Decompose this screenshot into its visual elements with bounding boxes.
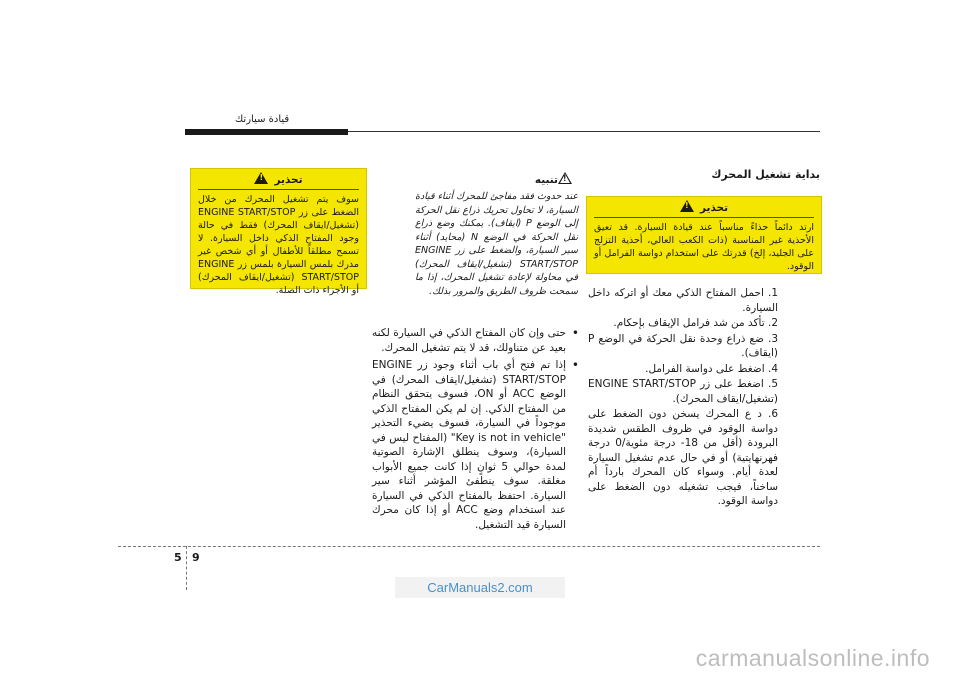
page-section-number: 5 xyxy=(174,551,182,564)
right-warning-box xyxy=(586,196,822,274)
right-warning-title: تحذير xyxy=(699,202,729,214)
footer-divider xyxy=(186,546,187,590)
caution-title-row xyxy=(415,172,578,190)
left-warning-box xyxy=(190,168,367,296)
step-item: 6. د ع المحرك يسخن دون الضغط على دواسة الوقود في ظروف الطقس شديدة البرودة (أقل من 18- درجة مئوية/0 درجة فهرنهايتية) أو في حال عدم تشغيل السيارة لعدة أيام. وسواء كان المحرك بارداً أم ساخناً، فيجب تشغيله دون الضغط على دواسة الوقود. xyxy=(588,408,778,507)
site-watermark: carmanualsonline.info xyxy=(695,645,930,671)
bullet-item: • حتى وإن كان المفتاح الذكي في السيارة لكنه بعيد عن متناولك، قد لا يتم تشغيل المحرك. xyxy=(372,326,580,355)
caution-body: عند حدوث فقد مفاجئ للمحرك أثناء قيادة السيارة، لا تحاول تحريك ذراع نقل الحركة إلى الوضع P (ايقاف). يمكنك وضع ذراع نقل الحركة في الوضع N (محايد) أثناء سير السيارة، والضغط على زر ENGINE START/STOP (تشغيل/ايقاف المحرك) في محاولة لإعادة تشغيل المحرك، إذا ما سمحت ظروف الطريق والمرور بذلك. xyxy=(415,191,578,297)
caution-triangle-icon xyxy=(558,172,572,184)
page-number: 9 xyxy=(192,551,200,564)
left-warning-title-row xyxy=(198,172,359,190)
bullet-item: • إذا تم فتح أي باب أثناء وجود زر ENGINE START/STOP (تشغيل/ايقاف المحرك) في الوضع ACC أو ON، فسوف يتحقق النظام من المفتاح الذكي. إن لم يكن المفتاح الذكي موجوداً في السيارة، فسوف يضيء التحذير "Key is not in vehicle" (المفتاح ليس في السيارة)، وسوف ينطلق الإشارة الصوتية لمدة حوالي 5 ثوانٍ إذا كانت جميع الأبواب مغلقة. سوف ينطفئ المؤشر أثناء سير السيارة. احتفظ بالمفتاح الذكي في السيارة عند استخدام وضع ACC أو إذا كان محرك السيارة قيد التشغيل. xyxy=(372,358,580,532)
right-warning-body: ارتد دائماً حذاءً مناسباً عند قيادة السيارة. قد تعيق الأحذية غير المناسبة (ذات الكعب العالي، أحذية التزلج على الجليد، إلخ) قدرتك على استخدام دواسة الفرامل أو الوقود. xyxy=(594,222,814,272)
caution-title: تنبيه xyxy=(534,174,558,186)
left-warning-body: سوف يتم تشغيل المحرك من خلال الضغط على زر ENGINE START/STOP (تشغيل/ايقاف المحرك) فقط في حالة وجود المفتاح الذكي داخل السيارة. لا تسمح مطلقاً للأطفال أو أي شخص غير مدرك بلمس السيارة بلمس زر ENGINE START/STOP (تشغيل/ايقاف المحرك) أو الأجزاء ذات الصلة. xyxy=(198,194,359,296)
warning-triangle-icon xyxy=(680,200,694,212)
warning-triangle-icon xyxy=(254,172,268,184)
right-warning-title-row xyxy=(594,200,814,218)
step-item: 3. ضع ذراع وحدة نقل الحركة في الوضع P (ايقاف). xyxy=(588,332,778,359)
steps-column xyxy=(588,286,778,510)
section-heading: بداية تشغيل المحرك xyxy=(711,168,820,181)
step-item: 2. تأكد من شد فرامل الإيقاف بإحكام. xyxy=(613,317,778,329)
bullets-column xyxy=(372,326,580,535)
info-bullets xyxy=(372,326,580,532)
step-item: 5. اضغط على زر ENGINE START/STOP (تشغيل/ايقاف المحرك). xyxy=(588,378,779,405)
caution-note xyxy=(413,168,580,318)
left-warning-title: تحذير xyxy=(274,174,303,186)
footer-rule xyxy=(118,546,820,547)
header-bar xyxy=(185,129,348,135)
step-item: 1. احمل المفتاح الذكي معك أو اتركه داخل السيارة. xyxy=(588,287,778,314)
watermark-link[interactable]: CarManuals2.com xyxy=(395,577,565,598)
page-header-title: قيادة سيارتك xyxy=(235,114,290,125)
start-steps-list xyxy=(588,286,778,509)
step-item: 4. اضغط على دواسة الفرامل. xyxy=(645,362,778,375)
